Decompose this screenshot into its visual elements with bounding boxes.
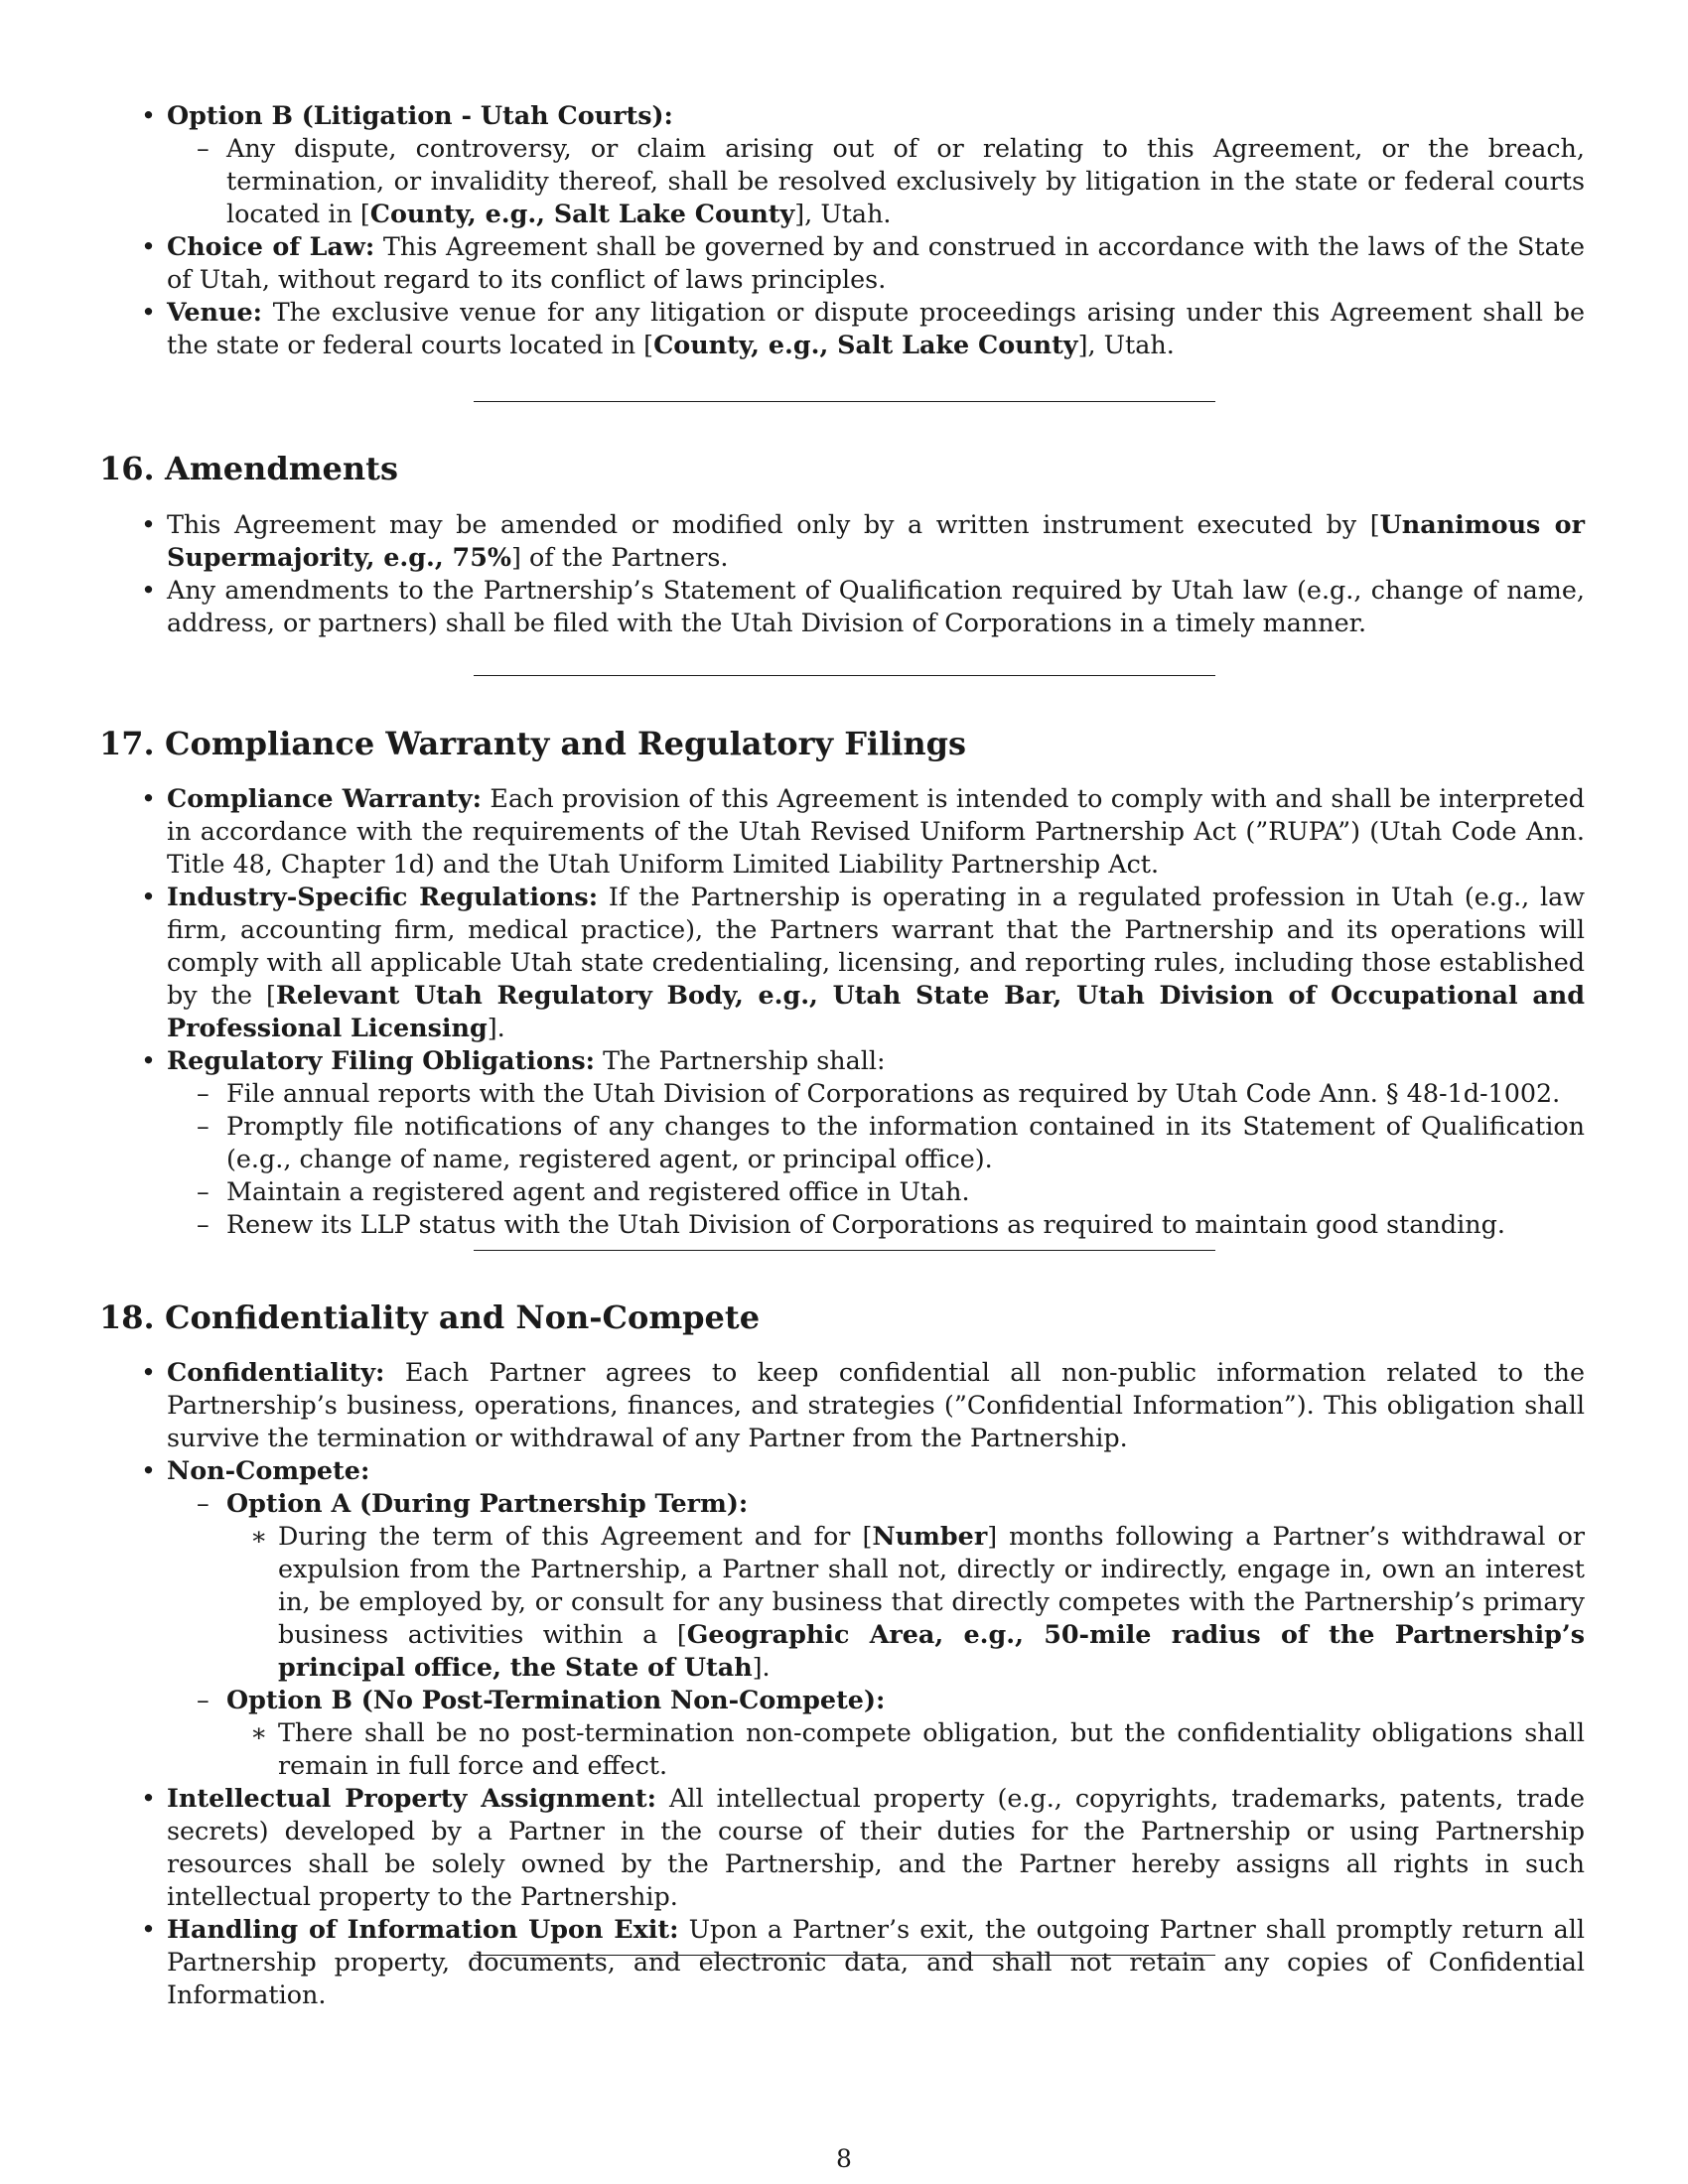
- list-item: – Maintain a registered agent and registered office in Utah.: [226, 1175, 1585, 1208]
- section-18-body: [0, 1356, 1688, 2011]
- confidentiality-item: • Confidentiality: Each Partner agrees to keep confidential all non-public information related to the Partnership’s business, operations, finances, and strategies (”Confidential Information”). This obligation shall survive the termination or withdrawal of any Partner from the Partnership.: [167, 1356, 1585, 1454]
- list-item: • This Agreement may be amended or modified only by a written instrument executed by [Unanimous or Supermajority, e.g., 75%] of the Partners.: [167, 508, 1585, 574]
- choice-of-law-item: • Choice of Law: This Agreement shall be governed by and construed in accordance with the laws of the State of Utah, without regard to its conflict of laws principles.: [167, 230, 1585, 296]
- section-16-body: [0, 508, 1688, 639]
- page-number: 8: [836, 2144, 852, 2173]
- exit-handling-item: • Handling of Information Upon Exit: Upon a Partner’s exit, the outgoing Partner shall promptly return all Partnership property, documents, and electronic data, and shall not retain any copies of Confidential Information.: [167, 1913, 1585, 2011]
- compliance-warranty-item: • Compliance Warranty: Each provision of this Agreement is intended to comply with and shall be interpreted in accordance with the requirements of the Utah Revised Uniform Partnership Act (”RUPA”) (Utah Code Ann. Title 48, Chapter 1d) and the Utah Uniform Limited Liability Partnership Act.: [167, 782, 1585, 881]
- list-item: – File annual reports with the Utah Division of Corporations as required by Utah Code Ann. § 48-1d-1002.: [226, 1077, 1585, 1110]
- option-b-litigation-title: Option B (Litigation - Utah Courts):: [167, 100, 673, 130]
- section-divider: [474, 675, 1215, 676]
- list-item: • Any amendments to the Partnership’s Statement of Qualification required by Utah law (e.g., change of name, address, or partners) shall be filed with the Utah Division of Corporations in a timely manner.: [167, 574, 1585, 639]
- section-divider: [474, 1955, 1215, 1956]
- list-item: ∗ There shall be no post-termination non-compete obligation, but the confidentiality obligations shall remain in full force and effect.: [278, 1716, 1585, 1782]
- non-compete-item: • Non-Compete: – Option A (During Partnership Term): ∗ During the term of this Agreement and for [Number] months following a Partner’s withdrawal or expulsion from the Partnership, a Partner shall not, directly or indirectly, engage in, own an interest in, be employed by, or consult for any business that directly competes with the Partnership’s primary business activities within a [Geographic Area, e.g., 50-mile radius of the Partnership’s principal office, the State of Utah]. – Option B (No Post-Termination Non-Compete): ∗ There shall be no post-termination non-compete obligation, but the confidentiality obligations shall remain in full force and effect.: [167, 1454, 1585, 1782]
- filing-obligations-item: • Regulatory Filing Obligations: The Partnership shall: – File annual reports with the Utah Division of Corporations as required by Utah Code Ann. § 48-1d-1002. – Promptly file notifications of any changes to the information contained in its Statement of Qualification (e.g., change of name, registered agent, or principal office). – Maintain a registered agent and registered office in Utah. – Renew its LLP status with the Utah Division of Corporations as required to maintain good standing.: [167, 1044, 1585, 1241]
- ip-assignment-item: • Intellectual Property Assignment: All intellectual property (e.g., copyrights, trademarks, patents, trade secrets) developed by a Partner in the course of their duties for the Partnership or using Partnership resources shall be solely owned by the Partnership, and the Partner hereby assigns all rights in such intellectual property to the Partnership.: [167, 1782, 1585, 1913]
- section-17-heading: 17. Compliance Warranty and Regulatory Filings: [99, 725, 967, 762]
- section-divider: [474, 1250, 1215, 1251]
- venue-item: • Venue: The exclusive venue for any litigation or dispute proceedings arising under this Agreement shall be the state or federal courts located in [County, e.g., Salt Lake County], Utah.: [167, 296, 1585, 361]
- list-item: – Any dispute, controversy, or claim arising out of or relating to this Agreement, or the breach, termination, or invalidity thereof, shall be resolved exclusively by litigation in the state or federal courts located in [County, e.g., Salt Lake County], Utah.: [226, 132, 1585, 230]
- list-item: [167, 99, 1585, 230]
- section-16-heading: 16. Amendments: [99, 450, 398, 487]
- list-item: – Renew its LLP status with the Utah Division of Corporations as required to maintain good standing.: [226, 1208, 1585, 1241]
- list-item: – Option B (No Post-Termination Non-Compete): ∗ There shall be no post-termination non-compete obligation, but the confidentiality obligations shall remain in full force and effect.: [226, 1684, 1585, 1782]
- section-divider: [474, 401, 1215, 402]
- list-item: ∗ During the term of this Agreement and for [Number] months following a Partner’s withdrawal or expulsion from the Partnership, a Partner shall not, directly or indirectly, engage in, own an interest in, be employed by, or consult for any business that directly competes with the Partnership’s primary business activities within a [Geographic Area, e.g., 50-mile radius of the Partnership’s principal office, the State of Utah].: [278, 1520, 1585, 1684]
- list-item: – Option A (During Partnership Term): ∗ During the term of this Agreement and for [Number] months following a Partner’s withdrawal or expulsion from the Partnership, a Partner shall not, directly or indirectly, engage in, own an interest in, be employed by, or consult for any business that directly competes with the Partnership’s primary business activities within a [Geographic Area, e.g., 50-mile radius of the Partnership’s principal office, the State of Utah].: [226, 1487, 1585, 1684]
- list-item: – Promptly file notifications of any changes to the information contained in its Statement of Qualification (e.g., change of name, registered agent, or principal office).: [226, 1110, 1585, 1175]
- section-17-body: [0, 782, 1688, 1241]
- industry-regulations-item: • Industry-Specific Regulations: If the Partnership is operating in a regulated profession in Utah (e.g., law firm, accounting firm, medical practice), the Partners warrant that the Partnership and its operations will comply with all applicable Utah state credentialing, licensing, and reporting rules, including those established by the [Relevant Utah Regulatory Body, e.g., Utah State Bar, Utah Division of Occupational and Professional Licensing].: [167, 881, 1585, 1044]
- dispute-resolution-continued: [0, 99, 1688, 361]
- section-18-heading: 18. Confidentiality and Non-Compete: [99, 1298, 761, 1336]
